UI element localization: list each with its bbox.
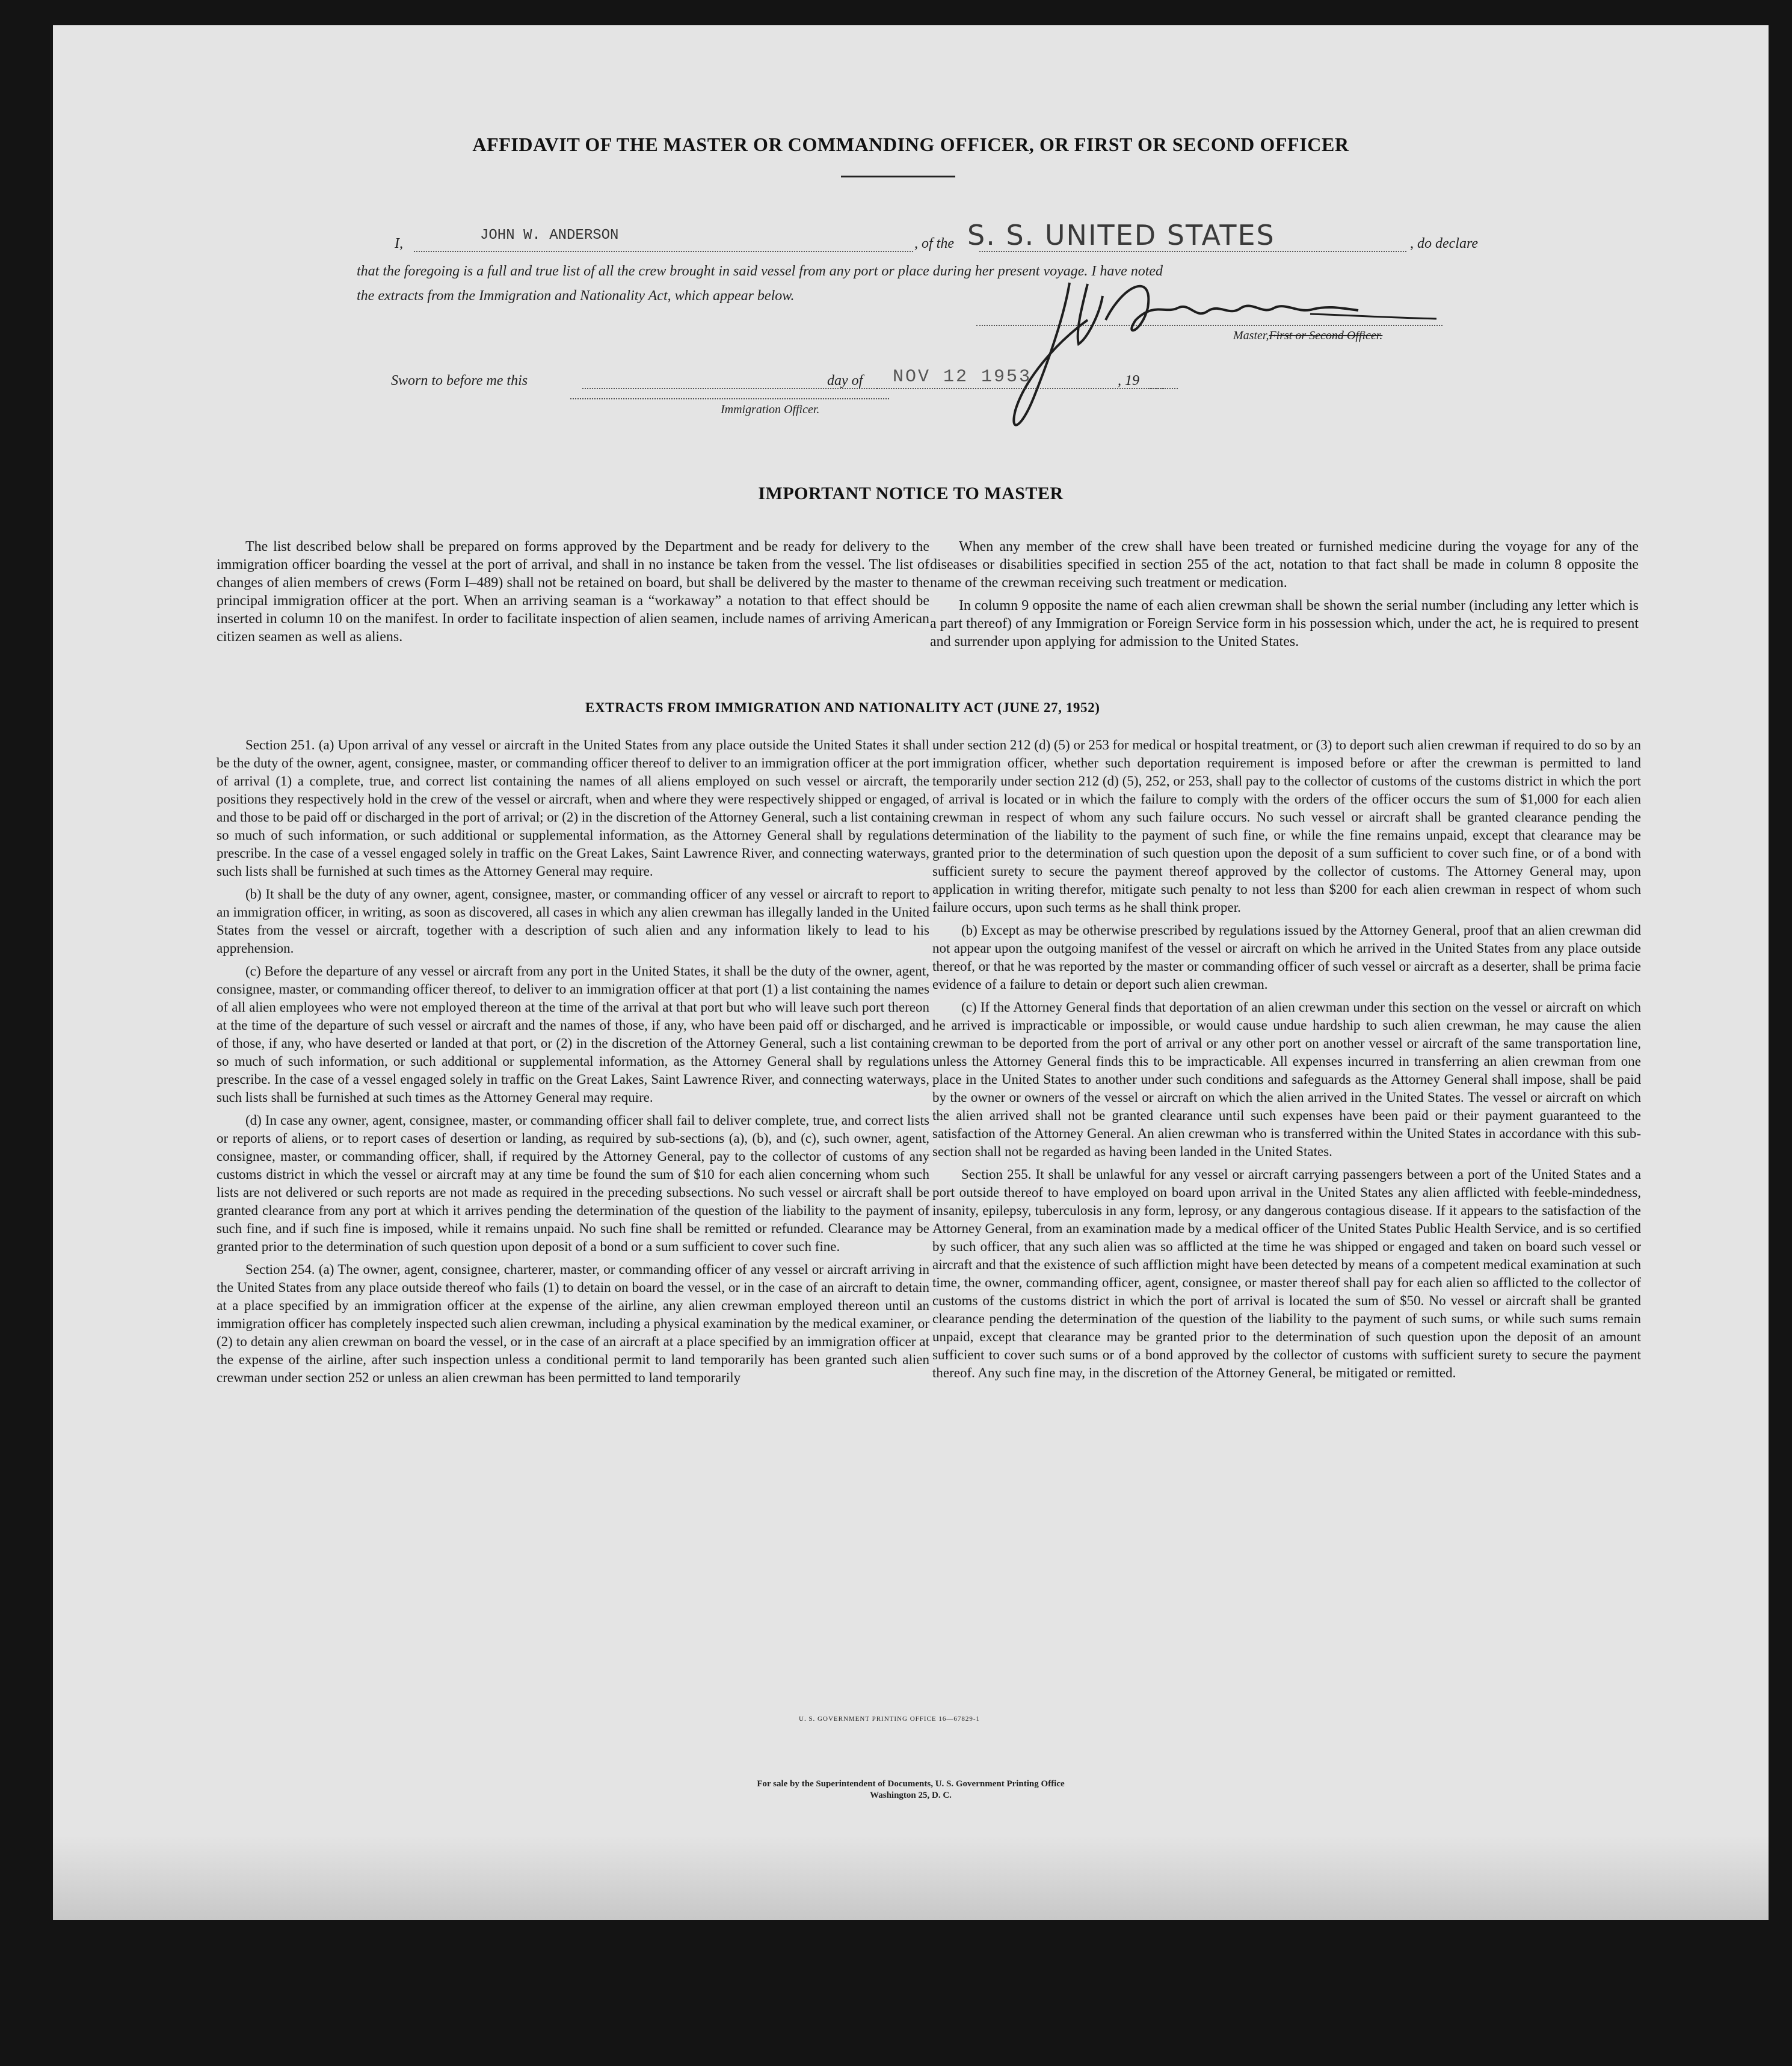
signature-caption (1233, 329, 1382, 343)
extract-paragraph: Section 251. (a) Upon arrival of any vessel or aircraft in the United States from any place outside the United States it shall be the duty of the owner, agent, consignee, master, or commanding officer thereof to deliver to an immigration officer at the port of arrival (1) a complete, true, and correct list containing the names of all aliens employed on such vessel or aircraft, the positions they respectively hold in the crew of the vessel or aircraft, when and where they were respectively shipped or engaged, and those to be paid off or discharged in the port of arrival; or (2) in the discretion of the Attorney General, such a list containing so much of such information, or such additional or supplemental information, as the Attorney General shall by regulations prescribe. In the case of a vessel engaged solely in traffic on the Great Lakes, Saint Lawrence River, and connecting waterways, such lists shall be furnished at such times as the Attorney General may require. (217, 737, 929, 879)
date-stamp: NOV 12 1953 (893, 367, 1032, 387)
signature-caption-struck: First or Second Officer. (1269, 329, 1383, 342)
extract-paragraph: (c) Before the departure of any vessel or aircraft from any port in the United States, it shall be the duty of the owner, agent, consignee, master, or commanding officer thereof, to deliver to an immigration officer at that port (1) a list containing the names of all alien employees who were not employed thereon at the time of the arrival at that port but who will leave such port thereon at the time of the departure of such vessel or aircraft and the names of those, if any, who have been paid off or discharged, and of those, if any, who have deserted or landed at that port, or (2) in the discretion of the Attorney General, such a list containing so much of such information, or such additional or supplemental information, as the Attorney General shall by regulations prescribe. In the case of a vessel engaged solely in traffic on the Great Lakes, Saint Lawrence River, and connecting waterways, such lists shall be furnished at such times as the Attorney General may require. (217, 964, 929, 1105)
extracts-right-column (932, 736, 1641, 1382)
extract-paragraph: (b) It shall be the duty of any owner, agent, consignee, master, or commanding officer of any vessel or aircraft to report to an immigration officer, in writing, as soon as discovered, all cases in which any alien crewman has illegally landed in the United States from the vessel or aircraft, together with a description of such alien and any information likely to lead to his apprehension. (217, 887, 929, 956)
do-declare-label: , do declare (1410, 236, 1479, 251)
immigration-officer-line (570, 398, 889, 399)
day-of-label: day of (827, 373, 863, 389)
affidavit-page (53, 25, 1769, 1920)
extract-paragraph: (d) In case any owner, agent, consignee, master, or commanding officer shall fail to deliver complete, true, and correct lists or reports of aliens, or to report cases of desertion or landing, as required by sub-sections (a), (b), and (c), such owner, agent, consignee, master, or commanding officer, shall, if required by the Attorney General, pay to the collector of customs of any customs district in which the vessel or aircraft may at any time be found the sum of $10 for each alien concerning whom such lists are not delivered or such reports are not made as required in the preceding subsections. No such vessel or aircraft shall be granted clearance from any port at which it arrives pending the determination of the question of the liability to the payment of such fine, and if such fine is imposed, while it remains unpaid. No such fine shall be remitted or refunded. Clearance may be granted prior to the determination of such question upon deposit of a bond or a sum sufficient to cover such fine. (217, 1113, 929, 1254)
printing-office-line: U. S. GOVERNMENT PRINTING OFFICE 16—67829-1 (799, 1715, 981, 1723)
title-rule (841, 176, 955, 177)
extracts-left-column (217, 736, 929, 1387)
declarant-name: JOHN W. ANDERSON (480, 227, 619, 244)
handwritten-signature (997, 248, 1479, 446)
vessel-name: S. S. UNITED STATES (967, 219, 1275, 251)
declarant-prefix: I, (395, 236, 403, 251)
extract-paragraph: Section 255. It shall be unlawful for any vessel or aircraft carrying passengers between a port of the United States and a port outside thereof to have employed on board upon arrival in the United States any alien afflicted with feeble-mindedness, insanity, epilepsy, tuberculosis in any form, leprosy, or any dangerous contagious disease. If it appears to the satisfaction of the Attorney General, from an examination made by a medical officer of the United States Public Health Service, and is so certified by such officer, that any such alien was so afflicted at the time he was shipped or engaged and taken on board such vessel or aircraft and that the existence of such affliction might have been detected by means of a competent medical examination at such time, the owner, commanding officer, agent, consignee, or master thereof shall pay for each alien so afflicted to the collector of customs of the customs district in which the port of arrival is located the sum of $50. No vessel or aircraft shall be granted clearance pending the determination of the question of the liability to the payment of such sums, or while such sums remain unpaid, except that clearance may be granted prior to the determination of such question upon the deposit of an amount sufficient to cover such sums or of a bond approved by the collector of customs with sufficient surety to secure the payment thereof. Any such fine may, in the discretion of the Attorney General, be mitigated or remitted. (932, 1167, 1641, 1380)
declaration-statement-line2: the extracts from the Immigration and Nationality Act, which appear below. (357, 288, 795, 304)
notice-right-paragraph: When any member of the crew shall have been treated or furnished medicine during the voyage for any of the diseases or disabilities specified in section 255 of the act, notation to that fact shall be made in column 8 opposite the name of the crewman receiving such treatment or medication. (930, 539, 1639, 591)
extracts-heading: EXTRACTS FROM IMMIGRATION AND NATIONALITY ACT (JUNE 27, 1952) (585, 700, 1100, 715)
sale-notice-line2: Washington 25, D. C. (870, 1791, 952, 1800)
extract-paragraph: Section 254. (a) The owner, agent, consignee, charterer, master, or commanding officer of any vessel or aircraft arriving in the United States from any place outside thereof who fails (1) to detain on board the vessel, or in the case of an aircraft to detain at a place specified by an immigration officer at the expense of the airline, any alien crewman employed thereon until an immigration officer has completely inspected such alien crewman, including a physical examination by the medical examiner, or (2) to detain any alien crewman on board the vessel, or in the case of an aircraft at a place specified by an immigration officer at the expense of the airline, after such inspection unless a conditional permit to land temporarily has been granted such alien crewman under section 252 or unless an alien crewman has been permitted to land temporarily (217, 1262, 929, 1385)
extract-paragraph: under section 212 (d) (5) or 253 for medical or hospital treatment, or (3) to deport such alien crewman if required to do so by an immigration officer, whether such deportation requirement is imposed before or after the crewman is permitted to land temporarily under section 212 (d) (5), 252, or 253, shall pay to the collector of customs of the customs district in which the port of arrival is located or in which the failure to comply with the orders of the officer occurs the sum of $1,000 for each alien crewman in respect of whom any such failure occurs. No such vessel or aircraft shall be granted clearance pending the determination of the liability to the payment of such fine, or while the fine remains unpaid, except that clearance may be granted prior to the determination of such question upon the deposit of a sum sufficient to cover such fine, or of a bond with sufficient surety to secure the payment thereof approved by the collector of customs. The Attorney General may, upon application in writing therefor, mitigate such penalty to not less than $200 for each alien crewman in respect of whom such failure occurs, upon such terms as he shall think proper. (932, 737, 1641, 915)
sale-notice-line1: For sale by the Superintendent of Documents, U. S. Government Printing Office (757, 1779, 1065, 1789)
sale-notice (53, 1779, 1769, 1801)
extract-paragraph: (c) If the Attorney General finds that deportation of an alien crewman under this section on the vessel or aircraft on which he arrived is impracticable or impossible, or would cause undue hardship to such alien crewman, he may cause the alien crewman to be deported from the port of arrival or any other port on another vessel or aircraft of the same transportation line, unless the Attorney General finds this to be impracticable. All expenses incurred in transferring an alien crewman from one place in the United States to another under such conditions and safeguards as the Attorney General shall impose, shall be paid by the owner or owners of the vessel or aircraft on which the alien arrived in the United States. The vessel or aircraft on which the alien arrived shall not be granted clearance until such expenses have been paid or their payment guaranteed to the satisfaction of the Attorney General. An alien crewman who is transferred within the United States in accordance with this sub-section shall not be regarded as having been landed in the United States. (932, 1000, 1641, 1159)
extract-paragraph: (b) Except as may be otherwise prescribed by regulations issued by the Attorney General, proof that an alien crewman did not appear upon the outgoing manifest of the vessel or aircraft on which he arrived in the United States from any place outside thereof, or that he was reported by the master or commanding officer of such vessel or aircraft as a deserter, shall be prima facie evidence of a failure to detain or deport such alien crewman. (932, 923, 1641, 992)
notice-right-paragraph: In column 9 opposite the name of each alien crewman shall be shown the serial number (including any letter which is a part thereof) of any Immigration or Foreign Service form in his possession which, under the act, he is required to present and surrender upon applying for admission to the United States. (930, 598, 1639, 650)
notice-right-column (930, 538, 1639, 651)
sworn-label: Sworn to before me this (391, 373, 528, 389)
affidavit-title: AFFIDAVIT OF THE MASTER OR COMMANDING OFFICER, OR FIRST OR SECOND OFFICER (472, 134, 1349, 155)
notice-left-column (217, 538, 929, 646)
declaration-statement-line1: that the foregoing is a full and true list of all the crew brought in said vessel from any port or place during her present voyage. I have noted (357, 263, 1163, 279)
notice-heading: IMPORTANT NOTICE TO MASTER (758, 484, 1064, 503)
signature-caption-master: Master, (1233, 329, 1269, 342)
of-the-label: , of the (914, 236, 954, 251)
year-label: , 19 (1118, 373, 1139, 389)
declarant-name-line (414, 251, 913, 252)
sworn-year-line (1148, 388, 1178, 389)
immigration-officer-caption: Immigration Officer. (721, 403, 820, 416)
notice-left-paragraph: The list described below shall be prepared on forms approved by the Department and be ready for delivery to the immigration officer boarding the vessel at the port of arrival, and shall in no instance be taken from the vessel. The list of changes of alien members of crews (Form I–489) shall not be retained on board, but shall be delivered by the master to the principal immigration officer at the port. When an arriving seaman is a “workaway” a notation to that effect should be inserted in column 10 on the manifest. In order to facilitate inspection of alien seamen, include names of arriving American citizen seamen as well as aliens. (217, 539, 929, 645)
